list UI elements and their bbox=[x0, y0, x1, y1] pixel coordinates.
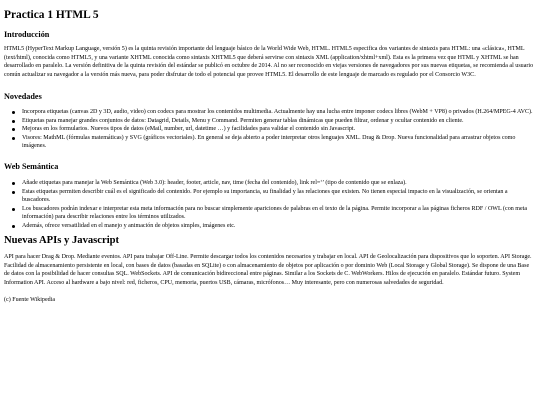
list-item: Visores: MathML (fórmulas matemáticas) y SVG (gráficos vectoriales). En general se deja abierto a poder interpretar otros lenguajes XML. Drag & Drop. Nueva funcionalidad para arrastrar objetos como imágenes. bbox=[4, 134, 536, 151]
list-item: Además, ofrece versatilidad en el manejo y animación de objetos simples, imágenes etc. bbox=[4, 222, 536, 231]
list-item: Estas etiquetas permiten describir cuál es el significado del contenido. Por ejemplo su importancia, su finalidad y las relaciones que existen. No tienen especial impacto en la visualización, se orientan a buscadores. bbox=[4, 188, 536, 205]
list-item: Los buscadores podrán indexar e interpretar esta meta información para no buscar simplemente apariciones de palabras en el texto de la página. Permite incorporar a las páginas ficheros RDF / OWL (con meta información) para describir relaciones entre los términos utilizados. bbox=[4, 205, 536, 222]
page-title: Practica 1 HTML 5 bbox=[4, 9, 99, 21]
novedades-heading: Novedades bbox=[4, 92, 42, 101]
list-item: Mejoras en los formularios. Nuevos tipos de datos (eMail, number, url, datetime …) y facilidades para validar el contenido sin Javascript. bbox=[4, 125, 536, 134]
list-item: Incorpora etiquetas (canvas 2D y 3D, audio, video) con codecs para mostrar los contenidos multimedia. Actualmente hay una lucha entre imponer codecs libres (WebM + VP8) o privados (H.264/MPEG-4 AVC). bbox=[4, 108, 536, 117]
semantica-heading: Web Semántica bbox=[4, 162, 59, 171]
apis-paragraph: API para hacer Drag & Drop. Mediante eventos. API para trabajar Off-Line. Permite descargar todos los contenidos necesarios y trabajar en local. API de Geolocalización para dispositivos que lo soporten. API Storage. Facilidad de almacenamiento persistente en local, con bases de datos (basadas en SQLite) o con almacenamiento de objetos por aplicación o por dominio Web (Local Storage y Global Storage). Se dispone de una Base de datos con la posibilidad de hacer consultas SQL. WebSockets. API de comunicación bidireccional entre páginas. Similar a los Sockets de C. WebWorkers. Hilos de ejecución en paralelo. Estándar futuro. System Information API. Acceso al hardware a bajo nivel: red, ficheros, CPU, memoria, puertos USB, cámaras, micrófonos… Muy interesante, pero con numerosas salvedades de seguridad. bbox=[4, 254, 532, 286]
list-item: Añade etiquetas para manejar la Web Semántica (Web 3.0): header, footer, article, nav, time (fecha del contenido), link rel=‘’ (tipo de contenido que se enlaza). bbox=[4, 179, 536, 188]
intro-heading: Introducción bbox=[4, 30, 50, 39]
novedades-list bbox=[4, 108, 536, 151]
intro-paragraph: HTML5 (HyperText Markup Language, versión 5) es la quinta revisión importante del lenguaje básico de la World Wide Web, HTML. HTML5 especifica dos variantes de sintaxis para HTML: una «clásica», HTML (text/html), conocida como HTML5, y una variante XHTML conocida como sintaxis XHTML5 que deberá servirse con sintaxis XML (application/xhtml+xml). Esta es la primera vez que HTML y XHTML se han desarrollado en paralelo. La versión definitiva de la quinta revisión del estándar se publicó en octubre de 2014. Al no ser reconocido en viejas versiones de navegadores por sus nuevas etiquetas, se recomienda al usuario común actualizar su navegador a la versión más nueva, para poder disfrutar de todo el potencial que provee HTML5. El desarrollo de este lenguaje de marcado es regulado por el Consorcio W3C. bbox=[4, 46, 534, 78]
list-item: Etiquetas para manejar grandes conjuntos de datos: Datagrid, Details, Menu y Command. Permiten generar tablas dinámicas que pueden filtrar, ordenar y ocultar contenido en cliente. bbox=[4, 117, 536, 126]
apis-heading: Nuevas APIs y Javascript bbox=[4, 235, 120, 246]
semantica-list bbox=[4, 179, 536, 230]
footer-credit: (c) Fuente Wikipedia bbox=[4, 297, 56, 303]
